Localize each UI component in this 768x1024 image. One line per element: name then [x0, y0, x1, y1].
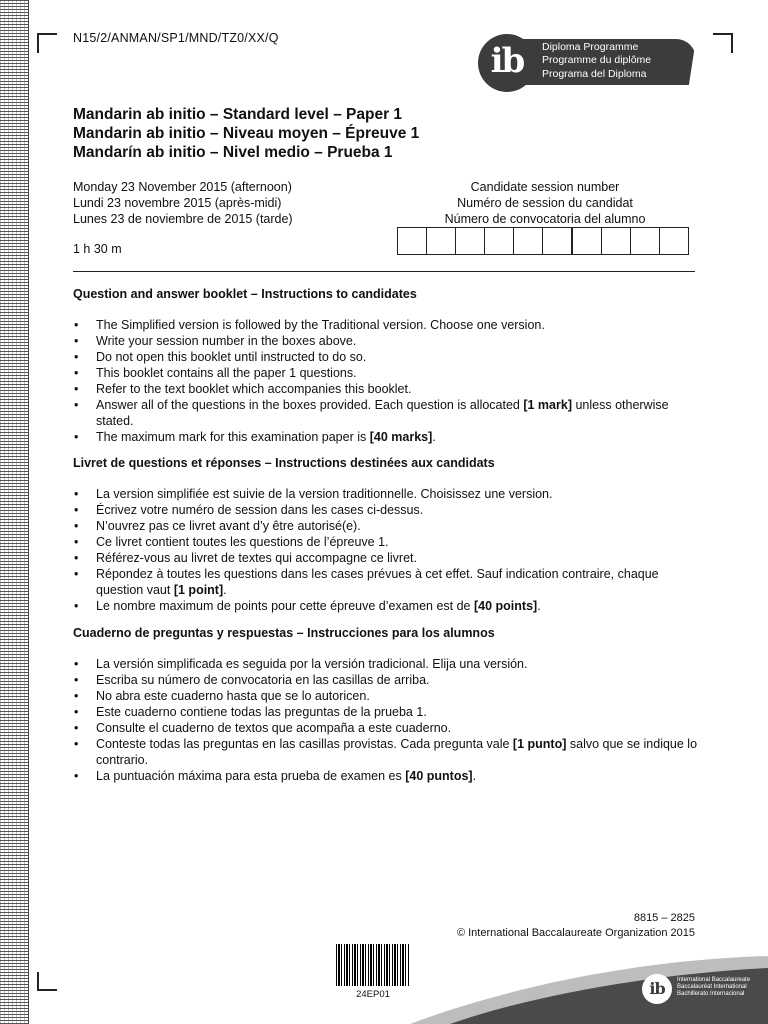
- crop-mark-top-left: [37, 33, 57, 53]
- logo-line: Programa del Diploma: [542, 67, 647, 80]
- ib-names: [677, 977, 750, 998]
- paper-number: 8815 – 2825: [633, 912, 695, 924]
- mark-allocation: [1 mark]: [523, 398, 572, 412]
- crop-mark-bottom-left: [37, 972, 57, 991]
- instruction-item: [73, 704, 698, 720]
- ib-name-line: Baccalauréat International: [677, 984, 747, 990]
- instruction-text: La puntuación máxima para esta prueba de examen es: [96, 769, 406, 783]
- instructions-english: [73, 287, 698, 445]
- paper-code: N15/2/ANMAN/SP1/MND/TZ0/XX/Q: [73, 31, 279, 45]
- instruction-list: [73, 486, 698, 614]
- instruction-item: [73, 365, 698, 381]
- instruction-text: Consulte el cuaderno de textos que acompaña a este cuaderno.: [96, 721, 452, 735]
- session-number-box[interactable]: [398, 228, 427, 254]
- instruction-item: [73, 736, 698, 768]
- divider: [73, 271, 695, 272]
- instruction-item: [73, 566, 698, 598]
- mark-allocation: [1 punto]: [512, 737, 567, 751]
- instruction-item: [73, 397, 698, 429]
- binding-edge: [0, 0, 29, 1024]
- instruction-text: Do not open this booklet until instructed to do so.: [96, 350, 367, 364]
- ib-name-line: International Baccalaureate: [677, 977, 751, 983]
- instruction-text: Répondez à toutes les questions dans les cases prévues à cet effet. Sauf indication contraire, chaque question vaut: [96, 567, 659, 597]
- instruction-text: .: [432, 430, 436, 444]
- barcode-label: 24EP01: [356, 989, 390, 1000]
- session-number-box[interactable]: [602, 228, 631, 254]
- instruction-item: [73, 333, 698, 349]
- instruction-text: .: [223, 583, 227, 597]
- mark-allocation: [1 point]: [173, 583, 224, 597]
- instruction-text: Escriba su número de convocatoria en las casillas de arriba.: [96, 673, 430, 687]
- mark-allocation: [40 marks]: [369, 430, 433, 444]
- session-number-box[interactable]: [456, 228, 485, 254]
- instruction-text: unless otherwise stated.: [96, 398, 669, 428]
- instruction-text: Este cuaderno contiene todas las preguntas de la prueba 1.: [96, 705, 427, 719]
- instruction-item: [73, 381, 698, 397]
- instruction-item: [73, 502, 698, 518]
- instruction-text: Le nombre maximum de points pour cette épreuve d’examen est de: [96, 599, 474, 613]
- instruction-item: [73, 534, 698, 550]
- instruction-item: [73, 317, 698, 333]
- instruction-item: [73, 486, 698, 502]
- instruction-item: [73, 349, 698, 365]
- instruction-text: Refer to the text booklet which accompanies this booklet.: [96, 382, 412, 396]
- date-english: Monday 23 November 2015 (afternoon): [73, 180, 292, 194]
- instruction-text: Write your session number in the boxes above.: [96, 334, 357, 348]
- session-number-box[interactable]: [631, 228, 660, 254]
- instruction-list: [73, 656, 698, 784]
- instruction-item: [73, 550, 698, 566]
- session-number-boxes[interactable]: [397, 227, 689, 255]
- instruction-text: salvo que se indique lo contrario.: [96, 737, 698, 767]
- instruction-text: .: [472, 769, 477, 783]
- mark-allocation: [40 puntos]: [405, 769, 473, 783]
- exam-dates: [73, 179, 293, 227]
- candidate-label: Candidate session number: [470, 180, 620, 194]
- instruction-item: [73, 720, 698, 736]
- instruction-text: Référez-vous au livret de textes qui accompagne ce livret.: [96, 551, 417, 565]
- ib-name-line: Bachillerato Internacional: [677, 991, 745, 997]
- crop-mark-top-right: [713, 33, 733, 53]
- title-english: Mandarin ab initio – Standard level – Paper 1: [73, 106, 403, 123]
- date-french: Lundi 23 novembre 2015 (après-midi): [73, 196, 282, 210]
- session-number-box[interactable]: [427, 228, 456, 254]
- section-heading: Cuaderno de preguntas y respuestas – Instrucciones para los alumnos: [73, 626, 495, 640]
- instruction-text: La version simplifiée est suivie de la version traditionnelle. Choisissez une version.: [96, 487, 553, 501]
- session-number-box[interactable]: [514, 228, 543, 254]
- paper-titles: [73, 105, 419, 162]
- logo-line: Programme du diplôme: [542, 54, 652, 67]
- instruction-text: Answer all of the questions in the boxes provided. Each question is allocated: [96, 398, 524, 412]
- barcode: [336, 944, 410, 986]
- ib-small-logo-icon: ib: [642, 974, 672, 1004]
- ib-diploma-logo: [478, 34, 696, 92]
- instruction-item: [73, 429, 698, 445]
- instruction-item: [73, 598, 698, 614]
- session-number-box[interactable]: [573, 228, 602, 254]
- instructions-spanish: [73, 626, 698, 784]
- instruction-item: [73, 518, 698, 534]
- title-spanish: Mandarín ab initio – Nivel medio – Prueba 1: [73, 144, 393, 161]
- instruction-list: [73, 317, 698, 445]
- section-heading: Livret de questions et réponses – Instructions destinées aux candidats: [73, 456, 495, 470]
- ib-logo-icon: ib: [478, 34, 536, 92]
- exam-duration: 1 h 30 m: [73, 242, 122, 256]
- section-heading: Question and answer booklet – Instructions to candidates: [73, 287, 417, 301]
- session-number-box[interactable]: [485, 228, 514, 254]
- instruction-text: The Simplified version is followed by the Traditional version. Choose one version.: [96, 318, 545, 332]
- date-spanish: Lunes 23 de noviembre de 2015 (tarde): [73, 212, 293, 226]
- instruction-text: This booklet contains all the paper 1 questions.: [96, 366, 357, 380]
- title-french: Mandarin ab initio – Niveau moyen – Épreuve 1: [73, 125, 420, 142]
- logo-line: Diploma Programme: [542, 41, 639, 53]
- instruction-text: No abra este cuaderno hasta que se lo autoricen.: [96, 689, 370, 703]
- instruction-text: .: [537, 599, 541, 613]
- instruction-item: [73, 768, 698, 784]
- candidate-label: Numéro de session du candidat: [457, 196, 633, 210]
- logo-text: [542, 41, 651, 81]
- instruction-text: Écrivez votre numéro de session dans les cases ci-dessus.: [96, 503, 424, 517]
- session-number-box[interactable]: [660, 228, 688, 254]
- instruction-item: [73, 688, 698, 704]
- instruction-item: [73, 672, 698, 688]
- instruction-text: Ce livret contient toutes les questions de l’épreuve 1.: [96, 535, 389, 549]
- candidate-label: Número de convocatoria del alumno: [444, 212, 646, 226]
- instruction-item: [73, 656, 698, 672]
- copyright: © International Baccalaureate Organization 2015: [456, 927, 695, 939]
- instructions-french: [73, 456, 698, 614]
- instruction-text: Conteste todas las preguntas en las casillas provistas. Cada pregunta vale: [96, 737, 513, 751]
- instruction-text: La versión simplificada es seguida por la versión tradicional. Elija una versión.: [96, 657, 528, 671]
- instruction-text: N’ouvrez pas ce livret avant d’y être autorisé(e).: [96, 519, 361, 533]
- instruction-text: The maximum mark for this examination paper is: [96, 430, 370, 444]
- session-number-box[interactable]: [543, 228, 573, 254]
- mark-allocation: [40 points]: [474, 599, 538, 613]
- candidate-number-labels: [396, 179, 694, 227]
